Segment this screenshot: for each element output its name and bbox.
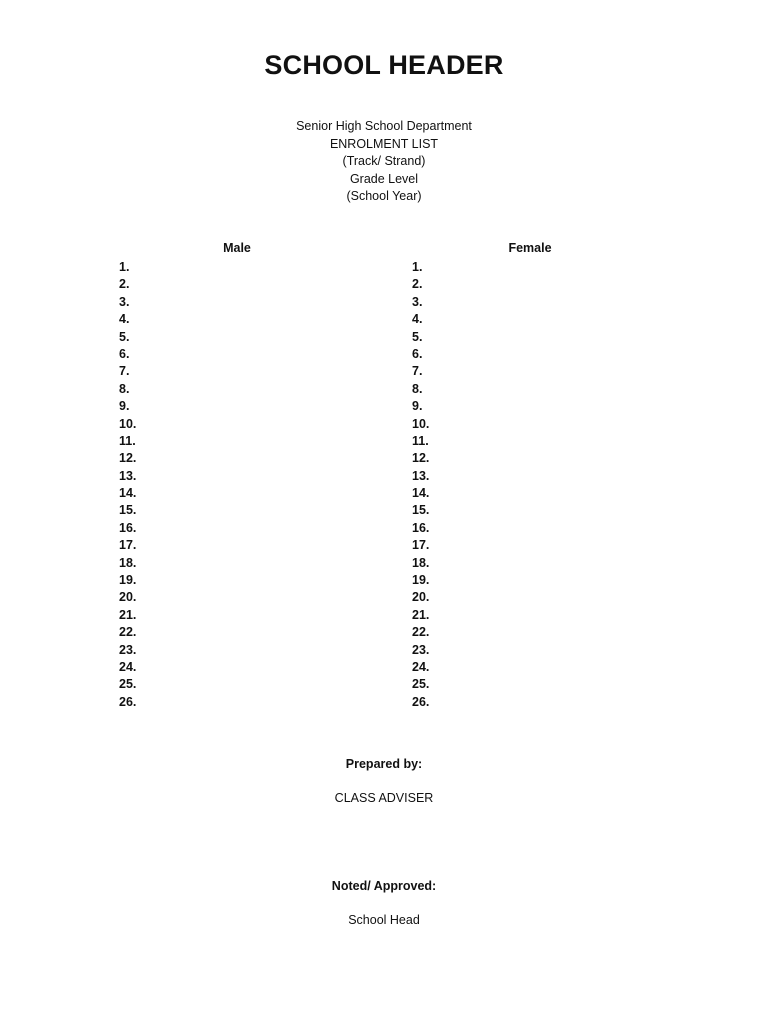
list-item: 16.: [412, 520, 430, 535]
list-item: 13.: [119, 468, 137, 483]
list-item: 23.: [119, 642, 137, 657]
list-title-line: ENROLMENT LIST: [329, 136, 439, 151]
school-header-title: SCHOOL HEADER: [264, 50, 504, 80]
list-item: 15.: [119, 503, 137, 518]
list-item: 21.: [412, 607, 430, 622]
list-item: 16.: [119, 520, 137, 535]
noted-approved-label: Noted/ Approved:: [331, 879, 437, 893]
list-item: 10.: [412, 416, 430, 431]
list-item: 24.: [119, 659, 137, 674]
list-item: 5.: [412, 329, 423, 344]
list-item: 11.: [119, 433, 136, 448]
list-item: 12.: [412, 451, 430, 466]
list-item: 1.: [119, 260, 130, 274]
list-item: 12.: [119, 451, 137, 466]
list-item: 2.: [119, 277, 130, 292]
list-item: 11.: [412, 433, 429, 448]
list-item: 22.: [119, 625, 137, 640]
list-item: 26.: [412, 694, 430, 709]
list-item: 7.: [412, 364, 423, 379]
list-item: 15.: [412, 503, 430, 518]
list-item: 10.: [119, 416, 137, 431]
list-item: 4.: [412, 312, 423, 327]
class-adviser-name: CLASS ADVISER: [334, 791, 434, 805]
list-item: 21.: [119, 607, 137, 622]
list-item: 9.: [412, 399, 423, 414]
list-item: 5.: [119, 329, 130, 344]
list-item: 6.: [119, 346, 130, 361]
list-item: 1.: [412, 260, 423, 274]
list-item: 4.: [119, 312, 130, 327]
list-item: 19.: [412, 573, 430, 588]
school-year-line: (School Year): [346, 189, 422, 203]
list-item: 3.: [119, 294, 130, 309]
male-enrolment-list: [119, 259, 136, 711]
list-item: 25.: [412, 677, 430, 692]
list-item: 20.: [119, 590, 137, 605]
list-item: 25.: [119, 677, 137, 692]
list-item: 7.: [119, 364, 130, 379]
list-item: 8.: [412, 381, 423, 396]
list-item: 24.: [412, 659, 430, 674]
school-head-name: School Head: [348, 913, 420, 927]
male-column-heading: Male: [223, 241, 251, 255]
list-item: 18.: [412, 555, 430, 570]
grade-level-line: Grade Level: [349, 171, 419, 186]
list-item: 20.: [412, 590, 430, 605]
department-line: Senior High School Department: [296, 119, 472, 133]
list-item: 14.: [412, 486, 430, 501]
list-item: 23.: [412, 642, 430, 657]
document-subheading: [0, 118, 768, 206]
list-item: 9.: [119, 399, 130, 414]
list-item: 13.: [412, 468, 430, 483]
list-item: 17.: [412, 538, 430, 553]
list-item: 3.: [412, 294, 423, 309]
female-column-heading: Female: [508, 241, 552, 255]
track-strand-line: (Track/ Strand): [342, 154, 426, 168]
list-item: 22.: [412, 625, 430, 640]
list-item: 18.: [119, 555, 137, 570]
list-item: 14.: [119, 486, 137, 501]
list-item: 2.: [412, 277, 423, 292]
list-item: 6.: [412, 346, 423, 361]
list-item: 26.: [119, 694, 137, 709]
list-item: 19.: [119, 573, 137, 588]
female-enrolment-list: [412, 259, 429, 711]
list-item: 8.: [119, 381, 130, 396]
list-item: 17.: [119, 538, 137, 553]
prepared-by-label: Prepared by:: [345, 757, 423, 771]
